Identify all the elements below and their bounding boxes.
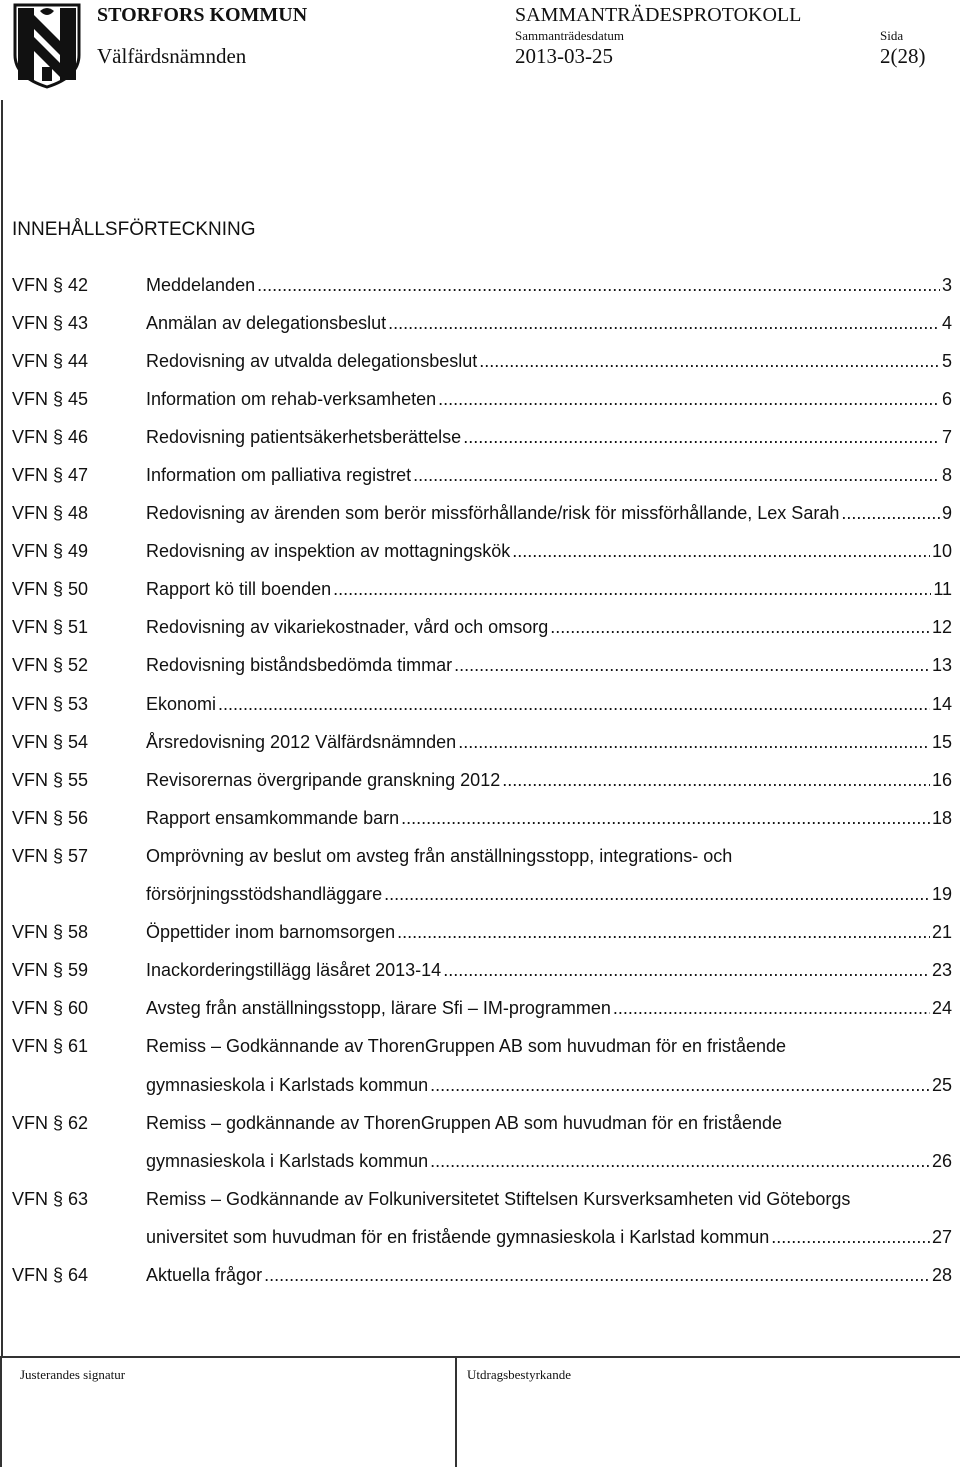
toc-entry-page: 6 — [941, 388, 952, 409]
toc-entry — [12, 914, 952, 952]
toc-entry-title: Meddelanden — [146, 274, 256, 295]
dot-leader — [401, 808, 930, 829]
toc-entry-code: VFN § 56 — [12, 807, 89, 828]
dot-leader — [333, 579, 931, 600]
toc-entry — [12, 1028, 952, 1104]
toc-entry-code: VFN § 42 — [12, 274, 89, 295]
toc-entry-page: 16 — [931, 769, 952, 790]
toc-entry-title: Redovisning av ärenden som berör missförhållande/risk för missförhållande, Lex Sarah — [146, 503, 840, 524]
left-margin-rule — [1, 100, 3, 1356]
toc-entry-code: VFN § 58 — [12, 922, 89, 943]
toc-entry-title: Revisorernas övergripande granskning 2012 — [146, 769, 501, 790]
toc-entry-page: 13 — [931, 655, 952, 676]
toc-entry-title: försörjningsstödshandläggare — [146, 884, 383, 905]
toc-entry-code: VFN § 64 — [12, 1264, 89, 1285]
dot-leader — [388, 313, 940, 334]
toc-entry-line — [12, 723, 952, 761]
toc-entry-page: 26 — [931, 1150, 952, 1171]
toc-entry — [12, 418, 952, 456]
toc-entry — [12, 533, 952, 571]
toc-entry — [12, 380, 952, 418]
toc-entry-page: 5 — [941, 350, 952, 371]
toc-entry-code: VFN § 43 — [12, 312, 89, 333]
toc-entry-code: VFN § 49 — [12, 541, 89, 562]
toc-entry-title: Rapport kö till boenden — [146, 579, 332, 600]
toc-entry — [12, 761, 952, 799]
dot-leader — [443, 960, 930, 981]
page-header — [0, 0, 960, 100]
toc-entry-line — [12, 495, 952, 533]
toc-entry-title: Remiss – godkännande av ThorenGruppen AB som huvudman för en fristående — [146, 1112, 783, 1133]
toc-entry-title: Ekonomi — [146, 693, 217, 714]
toc-entry — [12, 723, 952, 761]
toc-entry-line — [12, 914, 952, 952]
dot-leader — [397, 922, 930, 943]
toc-entry-code: VFN § 59 — [12, 960, 89, 981]
toc-entry-line — [12, 1256, 952, 1294]
dot-leader — [550, 617, 930, 638]
dot-leader — [438, 389, 940, 410]
toc-entry-line — [12, 761, 952, 799]
dot-leader — [458, 732, 930, 753]
dot-leader — [613, 998, 930, 1019]
toc-entry-line — [12, 571, 952, 609]
toc-entry-page: 14 — [931, 693, 952, 714]
toc-entry — [12, 1256, 952, 1294]
toc-entry — [12, 609, 952, 647]
toc-entry-page: 8 — [941, 465, 952, 486]
table-of-contents — [12, 266, 952, 1295]
toc-entry-title: Omprövning av beslut om avsteg från anställningsstopp, integrations- och — [146, 845, 733, 866]
extract-certification-label: Utdragsbestyrkande — [467, 1367, 571, 1382]
page-number: 2(28) — [880, 44, 926, 68]
toc-entry-line — [12, 799, 952, 837]
toc-entry-line — [12, 647, 952, 685]
toc-entry-title: Rapport ensamkommande barn — [146, 807, 400, 828]
toc-entry — [12, 495, 952, 533]
toc-entry-code: VFN § 53 — [12, 693, 89, 714]
toc-entry-code: VFN § 50 — [12, 579, 89, 600]
toc-entry-line — [12, 1066, 952, 1104]
toc-entry — [12, 266, 952, 304]
toc-entry-title: Öppettider inom barnomsorgen — [146, 922, 396, 943]
toc-entry — [12, 837, 952, 913]
toc-entry-page: 24 — [931, 998, 952, 1019]
toc-entry-page: 18 — [931, 807, 952, 828]
toc-entry-line — [12, 837, 952, 875]
dot-leader — [218, 694, 930, 715]
meeting-date-label: Sammanträdesdatum — [515, 28, 625, 43]
department-name: Välfärdsnämnden — [97, 44, 247, 68]
toc-entry-code: VFN § 62 — [12, 1112, 89, 1133]
toc-entry-line — [12, 1104, 952, 1142]
toc-entry-page: 28 — [931, 1264, 952, 1285]
signature-label: Justerandes signatur — [20, 1367, 126, 1382]
dot-leader — [384, 884, 930, 905]
toc-entry-page: 3 — [941, 274, 952, 295]
toc-entry-title: Redovisning av inspektion av mottagningskök — [146, 541, 511, 562]
toc-entry-line — [12, 952, 952, 990]
toc-entry-code: VFN § 45 — [12, 388, 89, 409]
toc-entry-page: 12 — [931, 617, 952, 638]
toc-entry-line — [12, 876, 952, 914]
toc-entry-page: 21 — [931, 922, 952, 943]
dot-leader — [454, 655, 930, 676]
toc-entry-page: 11 — [933, 579, 952, 600]
toc-entry-line — [12, 609, 952, 647]
organization-name: STORFORS KOMMUN — [97, 4, 308, 26]
municipal-coat-of-arms-icon — [12, 3, 82, 89]
toc-entry-title: Redovisning biståndsbedömda timmar — [146, 655, 453, 676]
toc-entry-line — [12, 1142, 952, 1180]
toc-entry-page: 10 — [931, 541, 952, 562]
dot-leader — [502, 770, 930, 791]
toc-entry-page: 23 — [931, 960, 952, 981]
toc-entry — [12, 1104, 952, 1180]
toc-entry-title: Aktuella frågor — [146, 1264, 263, 1285]
toc-entry — [12, 647, 952, 685]
dot-leader — [264, 1265, 930, 1286]
toc-entry-line — [12, 685, 952, 723]
toc-entry-title: gymnasieskola i Karlstads kommun — [146, 1074, 429, 1095]
toc-entry-line — [12, 1028, 952, 1066]
toc-entry-line — [12, 266, 952, 304]
toc-entry-title: Redovisning patientsäkerhetsberättelse — [146, 426, 462, 447]
toc-entry-line — [12, 304, 952, 342]
toc-entry-title: Årsredovisning 2012 Välfärdsnämnden — [146, 731, 457, 752]
toc-entry-line — [12, 533, 952, 571]
toc-entry-title: gymnasieskola i Karlstads kommun — [146, 1150, 429, 1171]
toc-entry-code: VFN § 46 — [12, 426, 89, 447]
toc-entry — [12, 685, 952, 723]
toc-entry-page: 9 — [941, 503, 952, 524]
dot-leader — [841, 503, 940, 524]
toc-entry — [12, 799, 952, 837]
toc-entry-code: VFN § 57 — [12, 845, 89, 866]
toc-entry-code: VFN § 52 — [12, 655, 89, 676]
toc-entry-code: VFN § 60 — [12, 998, 89, 1019]
document-title: SAMMANTRÄDESPROTOKOLL — [515, 4, 802, 26]
toc-entry-line — [12, 418, 952, 456]
toc-entry-title: Remiss – Godkännande av ThorenGruppen AB som huvudman för en fristående — [146, 1036, 787, 1057]
dot-leader — [512, 541, 930, 562]
toc-entry-title: Remiss – Godkännande av Folkuniversitetet Stiftelsen Kursverksamheten vid Göteborgs — [146, 1188, 851, 1209]
toc-entry-page: 19 — [931, 884, 952, 905]
toc-entry — [12, 571, 952, 609]
toc-entry — [12, 1180, 952, 1256]
toc-entry-title: Redovisning av utvalda delegationsbeslut — [146, 350, 478, 371]
toc-entry-code: VFN § 47 — [12, 465, 89, 486]
dot-leader — [413, 465, 940, 486]
toc-entry-code: VFN § 51 — [12, 617, 89, 638]
toc-entry-code: VFN § 48 — [12, 503, 89, 524]
toc-entry-line — [12, 1218, 952, 1256]
toc-entry-page: 25 — [931, 1074, 952, 1095]
meeting-date: 2013-03-25 — [515, 44, 613, 68]
toc-entry-line — [12, 456, 952, 494]
toc-entry-title: Avsteg från anställningsstopp, lärare Sfi – IM-programmen — [146, 998, 611, 1019]
toc-entry-title: Information om palliativa registret — [146, 465, 412, 486]
dot-leader — [430, 1075, 930, 1096]
toc-entry-code: VFN § 55 — [12, 769, 89, 790]
toc-entry-page: 7 — [941, 426, 952, 447]
toc-entry-page: 4 — [941, 312, 952, 333]
toc-entry-title: universitet som huvudman för en fristående gymnasieskola i Karlstad kommun — [146, 1226, 770, 1247]
toc-entry-title: Inackorderingstillägg läsåret 2013-14 — [146, 960, 442, 981]
toc-entry — [12, 304, 952, 342]
toc-entry-code: VFN § 54 — [12, 731, 89, 752]
dot-leader — [771, 1227, 930, 1248]
toc-entry-line — [12, 990, 952, 1028]
toc-entry-code: VFN § 63 — [12, 1188, 89, 1209]
dot-leader — [257, 275, 940, 296]
toc-entry — [12, 952, 952, 990]
toc-entry-line — [12, 380, 952, 418]
toc-entry-title: Redovisning av vikariekostnader, vård och omsorg — [146, 617, 549, 638]
dot-leader — [463, 427, 940, 448]
toc-entry-title: Information om rehab-verksamheten — [146, 388, 437, 409]
toc-entry-page: 27 — [931, 1226, 952, 1247]
dot-leader — [430, 1151, 930, 1172]
toc-entry — [12, 456, 952, 494]
toc-entry — [12, 990, 952, 1028]
toc-heading: INNEHÅLLSFÖRTECKNING — [12, 219, 256, 240]
toc-entry-line — [12, 342, 952, 380]
toc-entry — [12, 342, 952, 380]
toc-entry-line — [12, 1180, 952, 1218]
dot-leader — [479, 351, 940, 372]
toc-entry-page: 15 — [931, 731, 952, 752]
toc-entry-title: Anmälan av delegationsbeslut — [146, 312, 387, 333]
toc-entry-code: VFN § 44 — [12, 350, 89, 371]
toc-entry-code: VFN § 61 — [12, 1036, 89, 1057]
page-label: Sida — [880, 28, 904, 43]
